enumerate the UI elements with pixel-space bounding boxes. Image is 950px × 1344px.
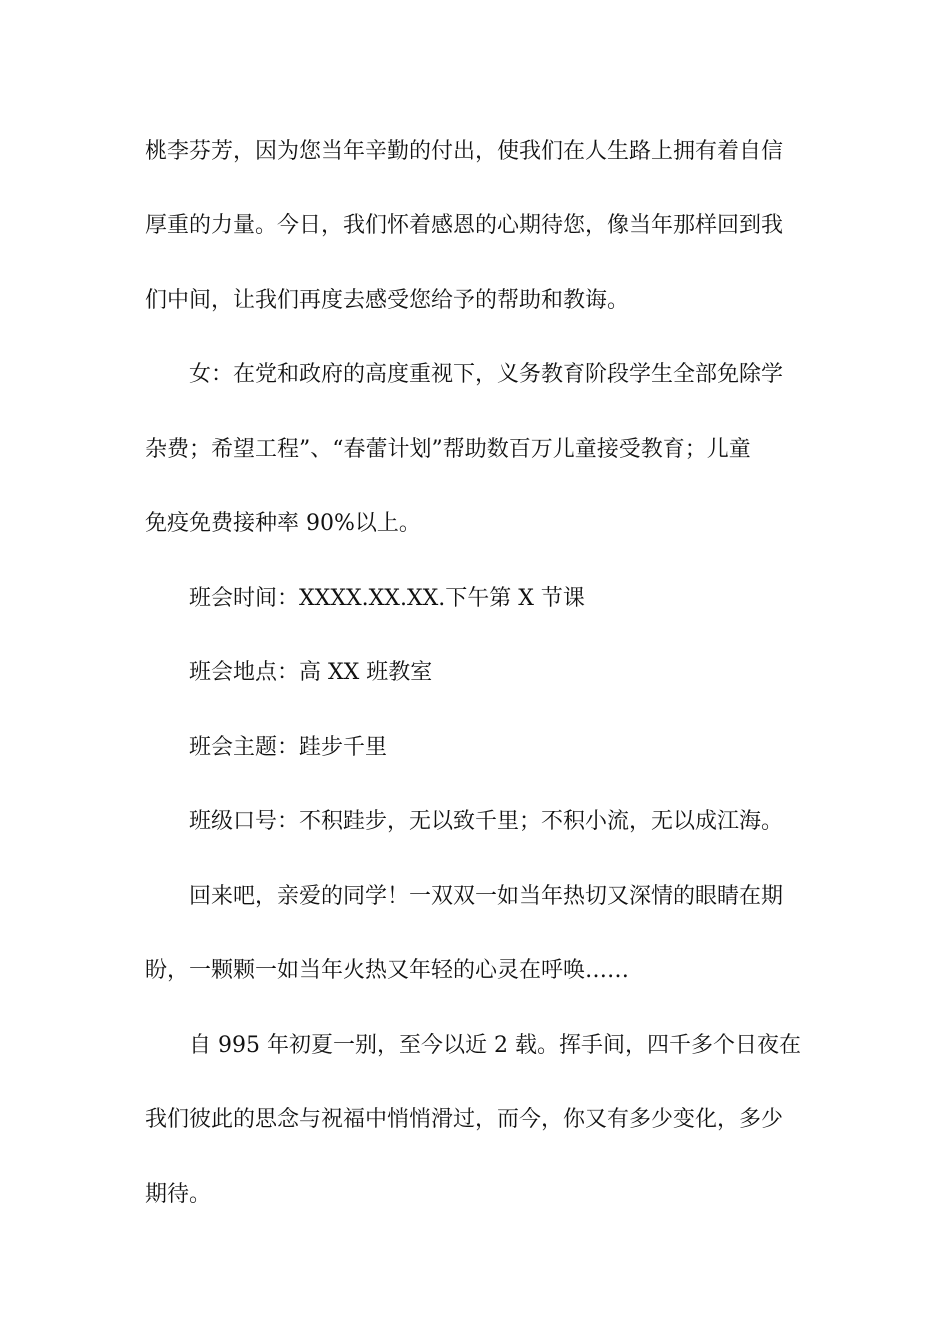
paragraph-line: 女：在党和政府的高度重视下，义务教育阶段学生全部免除学 — [189, 362, 784, 387]
paragraph-line: 们中间，让我们再度去感受您给予的帮助和教诲。 — [145, 288, 630, 313]
paragraph-line: 自 995 年初夏一别，至今以近 2 载。挥手间，四千多个日夜在 — [189, 1033, 801, 1058]
paragraph-line: 桃李芬芳，因为您当年辛勤的付出，使我们在人生路上拥有着自信 — [145, 139, 784, 164]
paragraph-line: 期待。 — [145, 1182, 212, 1207]
paragraph-line: 免疫免费接种率 90%以上。 — [145, 511, 421, 536]
paragraph-line: 盼，一颗颗一如当年火热又年轻的心灵在呼唤…… — [145, 958, 630, 983]
class-slogan-line: 班级口号：不积跬步，无以致千里；不积小流，无以成江海。 — [189, 809, 784, 834]
paragraph-line: 厚重的力量。今日，我们怀着感恩的心期待您，像当年那样回到我 — [145, 213, 784, 238]
meeting-theme-line: 班会主题：跬步千里 — [189, 735, 388, 760]
meeting-time-line: 班会时间：XXXX.XX.XX.下午第 X 节课 — [189, 586, 585, 611]
paragraph-line: 回来吧，亲爱的同学！一双双一如当年热切又深情的眼睛在期 — [189, 884, 784, 909]
paragraph-line: 杂费；希望工程”、“春蕾计划”帮助数百万儿童接受教育；儿童 — [145, 437, 751, 462]
paragraph-line: 我们彼此的思念与祝福中悄悄滑过，而今，你又有多少变化，多少 — [145, 1107, 784, 1132]
meeting-location-line: 班会地点：高 XX 班教室 — [189, 660, 433, 685]
